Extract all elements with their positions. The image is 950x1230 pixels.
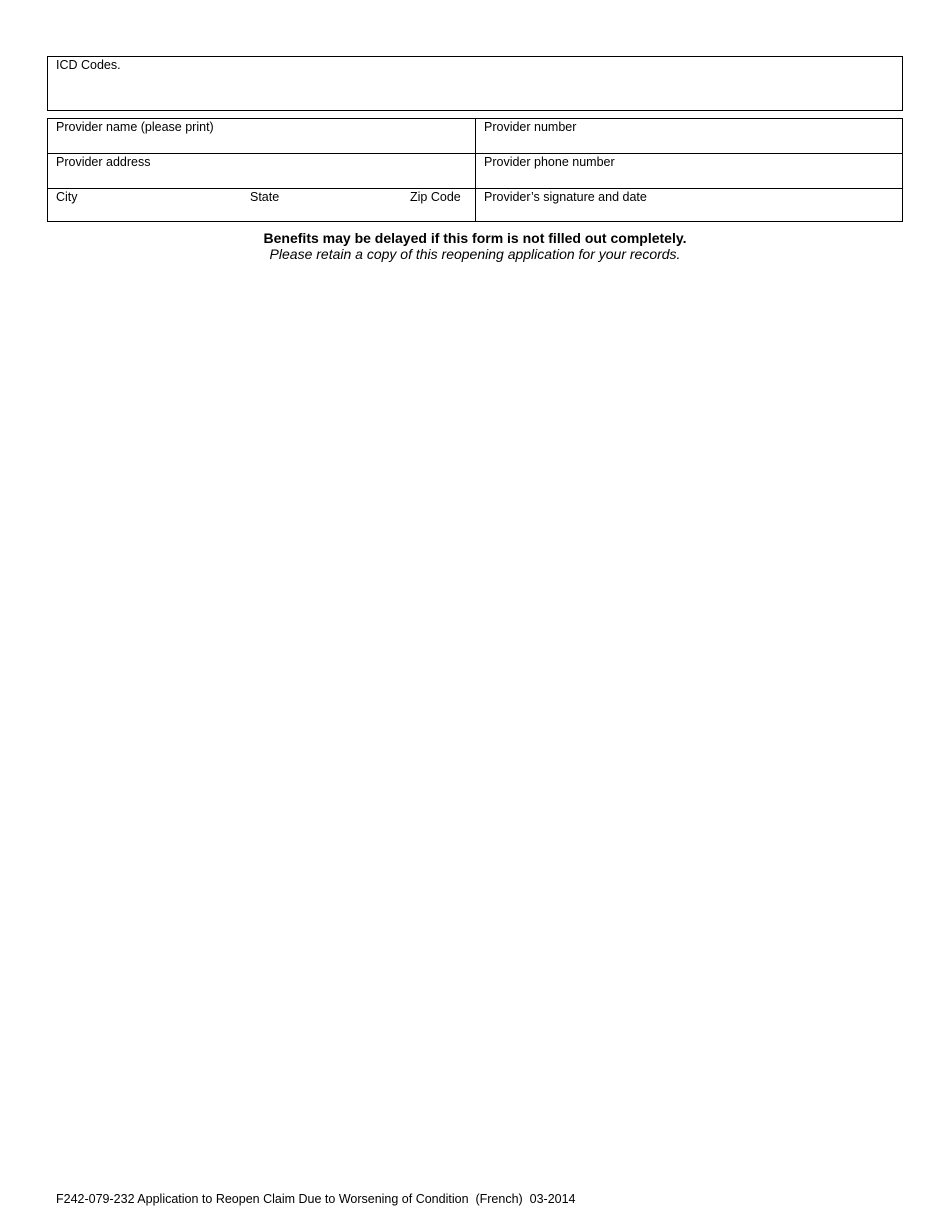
icd-codes-field[interactable] [47, 56, 903, 111]
provider-phone-field[interactable] [476, 154, 902, 188]
retain-copy-notice: Please retain a copy of this reopening application for your records. [269, 246, 681, 262]
provider-phone-label: Provider phone number [484, 155, 615, 169]
provider-signature-label: Provider’s signature and date [484, 190, 647, 204]
provider-info-grid [47, 118, 903, 222]
provider-address-label: Provider address [56, 155, 151, 169]
provider-name-field[interactable] [48, 119, 475, 153]
provider-name-label: Provider name (please print) [56, 120, 214, 134]
incomplete-form-warning: Benefits may be delayed if this form is not filled out completely. [263, 230, 687, 246]
form-footer-id: F242-079-232 Application to Reopen Claim Due to Worsening of Condition (French) 03-2014 [56, 1192, 576, 1206]
zip-code-field[interactable] [402, 189, 475, 221]
provider-number-field[interactable] [476, 119, 902, 153]
zip-code-label: Zip Code [410, 190, 461, 204]
provider-number-label: Provider number [484, 120, 577, 134]
provider-signature-field[interactable] [476, 189, 902, 221]
city-label: City [56, 190, 78, 204]
icd-codes-label: ICD Codes. [56, 58, 121, 72]
provider-address-field[interactable] [48, 154, 475, 188]
city-field[interactable] [48, 189, 238, 221]
state-label: State [250, 190, 280, 204]
state-field[interactable] [242, 189, 382, 221]
